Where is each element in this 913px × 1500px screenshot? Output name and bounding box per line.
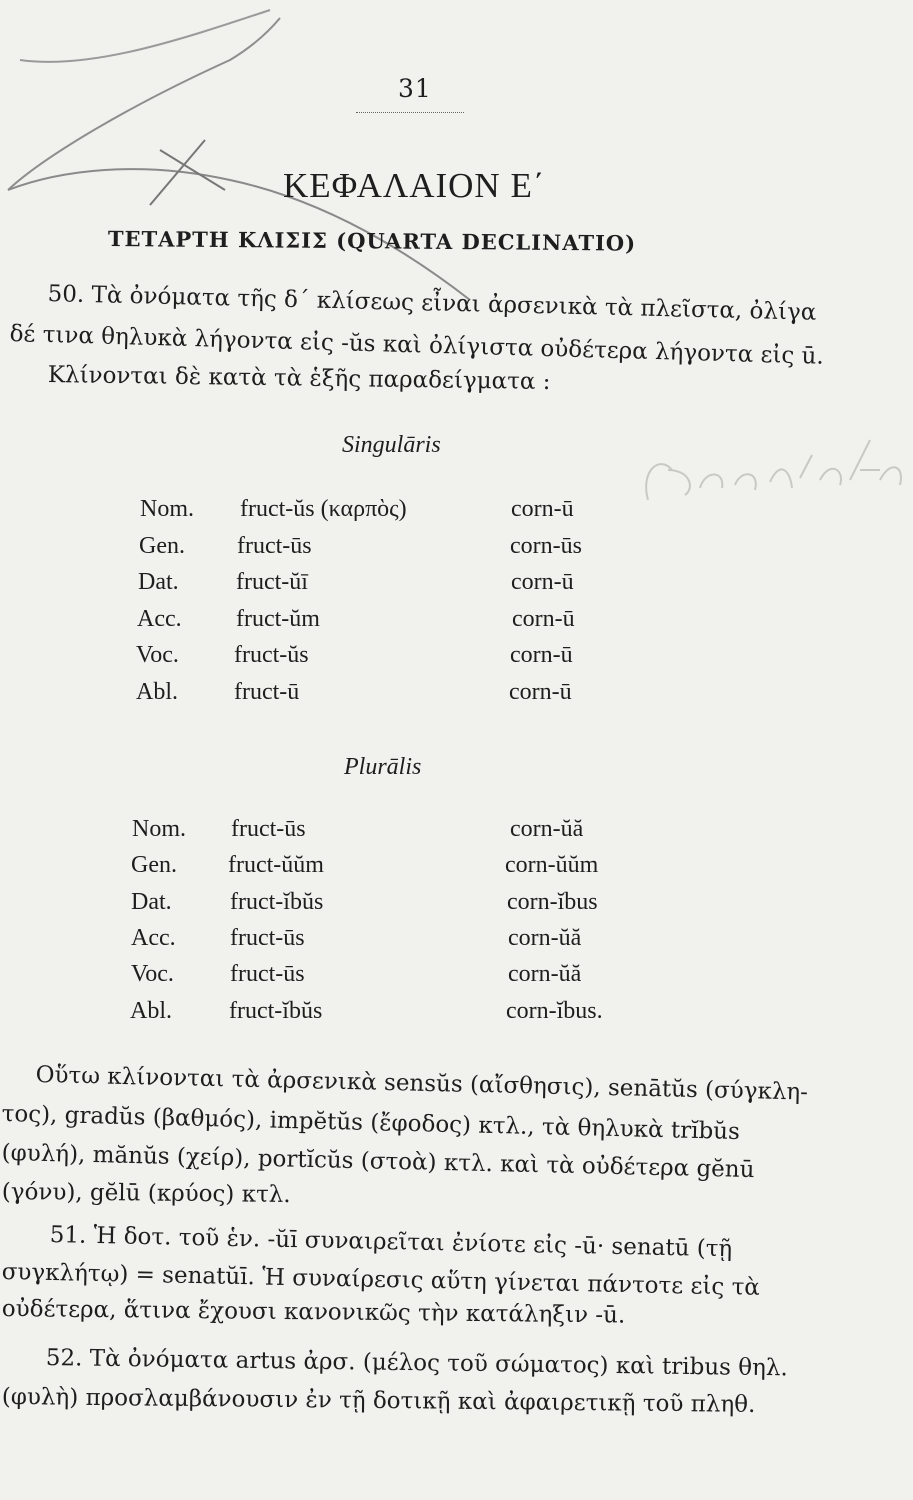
cornu-form: corn-ŭŭm	[505, 852, 599, 878]
cornu-form: corn-ū	[511, 569, 574, 595]
case-label: Dat.	[131, 889, 172, 915]
fructus-form: fruct-ŭŭm	[228, 852, 324, 878]
outro-line: 52. Τὰ ὀνόματα artus ἀρσ. (μέλος τοῦ σώματος) καὶ tribus θηλ.	[45, 1345, 788, 1382]
intro-line: 50. Τὰ ὀνόματα τῆς δ΄ κλίσεως εἶναι ἀρσενικὰ τὰ πλεῖστα, ὀλίγα	[47, 281, 817, 326]
plural-heading: Plurālis	[344, 754, 422, 780]
fructus-form: fruct-ūs	[230, 925, 305, 951]
page-number: 31	[398, 74, 432, 103]
fructus-form: fruct-ūs	[230, 961, 305, 987]
case-label: Abl.	[136, 679, 178, 705]
case-label: Dat.	[138, 569, 179, 595]
case-label: Acc.	[137, 606, 182, 632]
case-label: Nom.	[140, 496, 194, 522]
outro-line: (φυλὴ) προσλαμβάνουσιν ἐν τῇ δοτικῇ καὶ ἀφαιρετικῇ τοῦ πληθ.	[1, 1384, 756, 1418]
cornu-form: corn-ĭbus.	[506, 998, 603, 1024]
fructus-form: fruct-ūs	[237, 533, 312, 559]
case-label: Abl.	[130, 998, 172, 1024]
case-label: Voc.	[136, 642, 179, 668]
cornu-form: corn-ŭă	[510, 816, 584, 842]
fructus-form: fruct-ū	[234, 679, 300, 705]
fructus-form: fruct-ĭbŭs	[230, 889, 324, 915]
case-label: Gen.	[139, 533, 185, 559]
fructus-form: fruct-ŭm	[236, 606, 320, 632]
intro-line: Κλίνονται δὲ κατὰ τὰ ἑξῆς παραδείγματα :	[47, 362, 551, 396]
singular-heading: Singulāris	[342, 432, 441, 458]
chapter-title: ΚΕΦΑΛΑΙΟΝ Ε΄	[283, 166, 546, 205]
cornu-form: corn-ū	[510, 642, 573, 668]
outro-line: (φυλή), mănŭs (χείρ), portĭcŭs (στοὰ) κτλ. καὶ τὰ οὐδέτερα gĕnū	[1, 1140, 755, 1184]
outro-line: 51. Ἡ δοτ. τοῦ ἑν. -ŭī συναιρεῖται ἐνίοτε εἰς -ū· senatū (τῇ	[49, 1222, 733, 1263]
outro-line: τος), gradŭs (βαθμός), impĕtŭs (ἔφοδος) κτλ., τὰ θηλυκὰ trĭbŭs	[1, 1101, 741, 1146]
cornu-form: corn-ū	[511, 496, 574, 522]
fructus-form: fruct-ŭī	[236, 569, 308, 595]
cornu-form: corn-ŭă	[508, 925, 582, 951]
cornu-form: corn-ū	[512, 606, 575, 632]
section-title: ΤΕΤΑΡΤΗ ΚΛΙΣΙΣ (QUARTA DECLINATIO)	[107, 226, 637, 256]
cornu-form: corn-ū	[509, 679, 572, 705]
cornu-form: corn-ĭbus	[507, 889, 598, 915]
fructus-form: fruct-ŭs	[234, 642, 309, 668]
page-number-rule	[356, 112, 464, 113]
case-label: Acc.	[131, 925, 176, 951]
fructus-form: fruct-ĭbŭs	[229, 998, 323, 1024]
case-label: Nom.	[132, 816, 186, 842]
fructus-form: fruct-ŭs (καρπὸς)	[240, 496, 407, 522]
outro-line: Οὕτω κλίνονται τὰ ἀρσενικὰ sensŭs (αἴσθησις), senātŭs (σύγκλη-	[35, 1062, 809, 1106]
fructus-form: fruct-ūs	[231, 816, 306, 842]
case-label: Voc.	[131, 961, 174, 987]
case-label: Gen.	[131, 852, 177, 878]
outro-line: οὐδέτερα, ἅτινα ἔχουσι κανονικῶς τὴν κατάληξιν -ū.	[1, 1296, 626, 1329]
outro-line: συγκλήτῳ) = senatŭī. Ἡ συναίρεσις αὕτη γίνεται πάντοτε εἰς τὰ	[1, 1259, 761, 1301]
cornu-form: corn-ūs	[510, 533, 582, 559]
cornu-form: corn-ŭă	[508, 961, 582, 987]
outro-line: (γόνυ), gĕlū (κρύος) κτλ.	[1, 1179, 291, 1209]
intro-line: δέ τινα θηλυκὰ λήγοντα εἰς -ŭs καὶ ὀλίγιστα οὐδέτερα λήγοντα εἰς ū.	[9, 321, 825, 370]
